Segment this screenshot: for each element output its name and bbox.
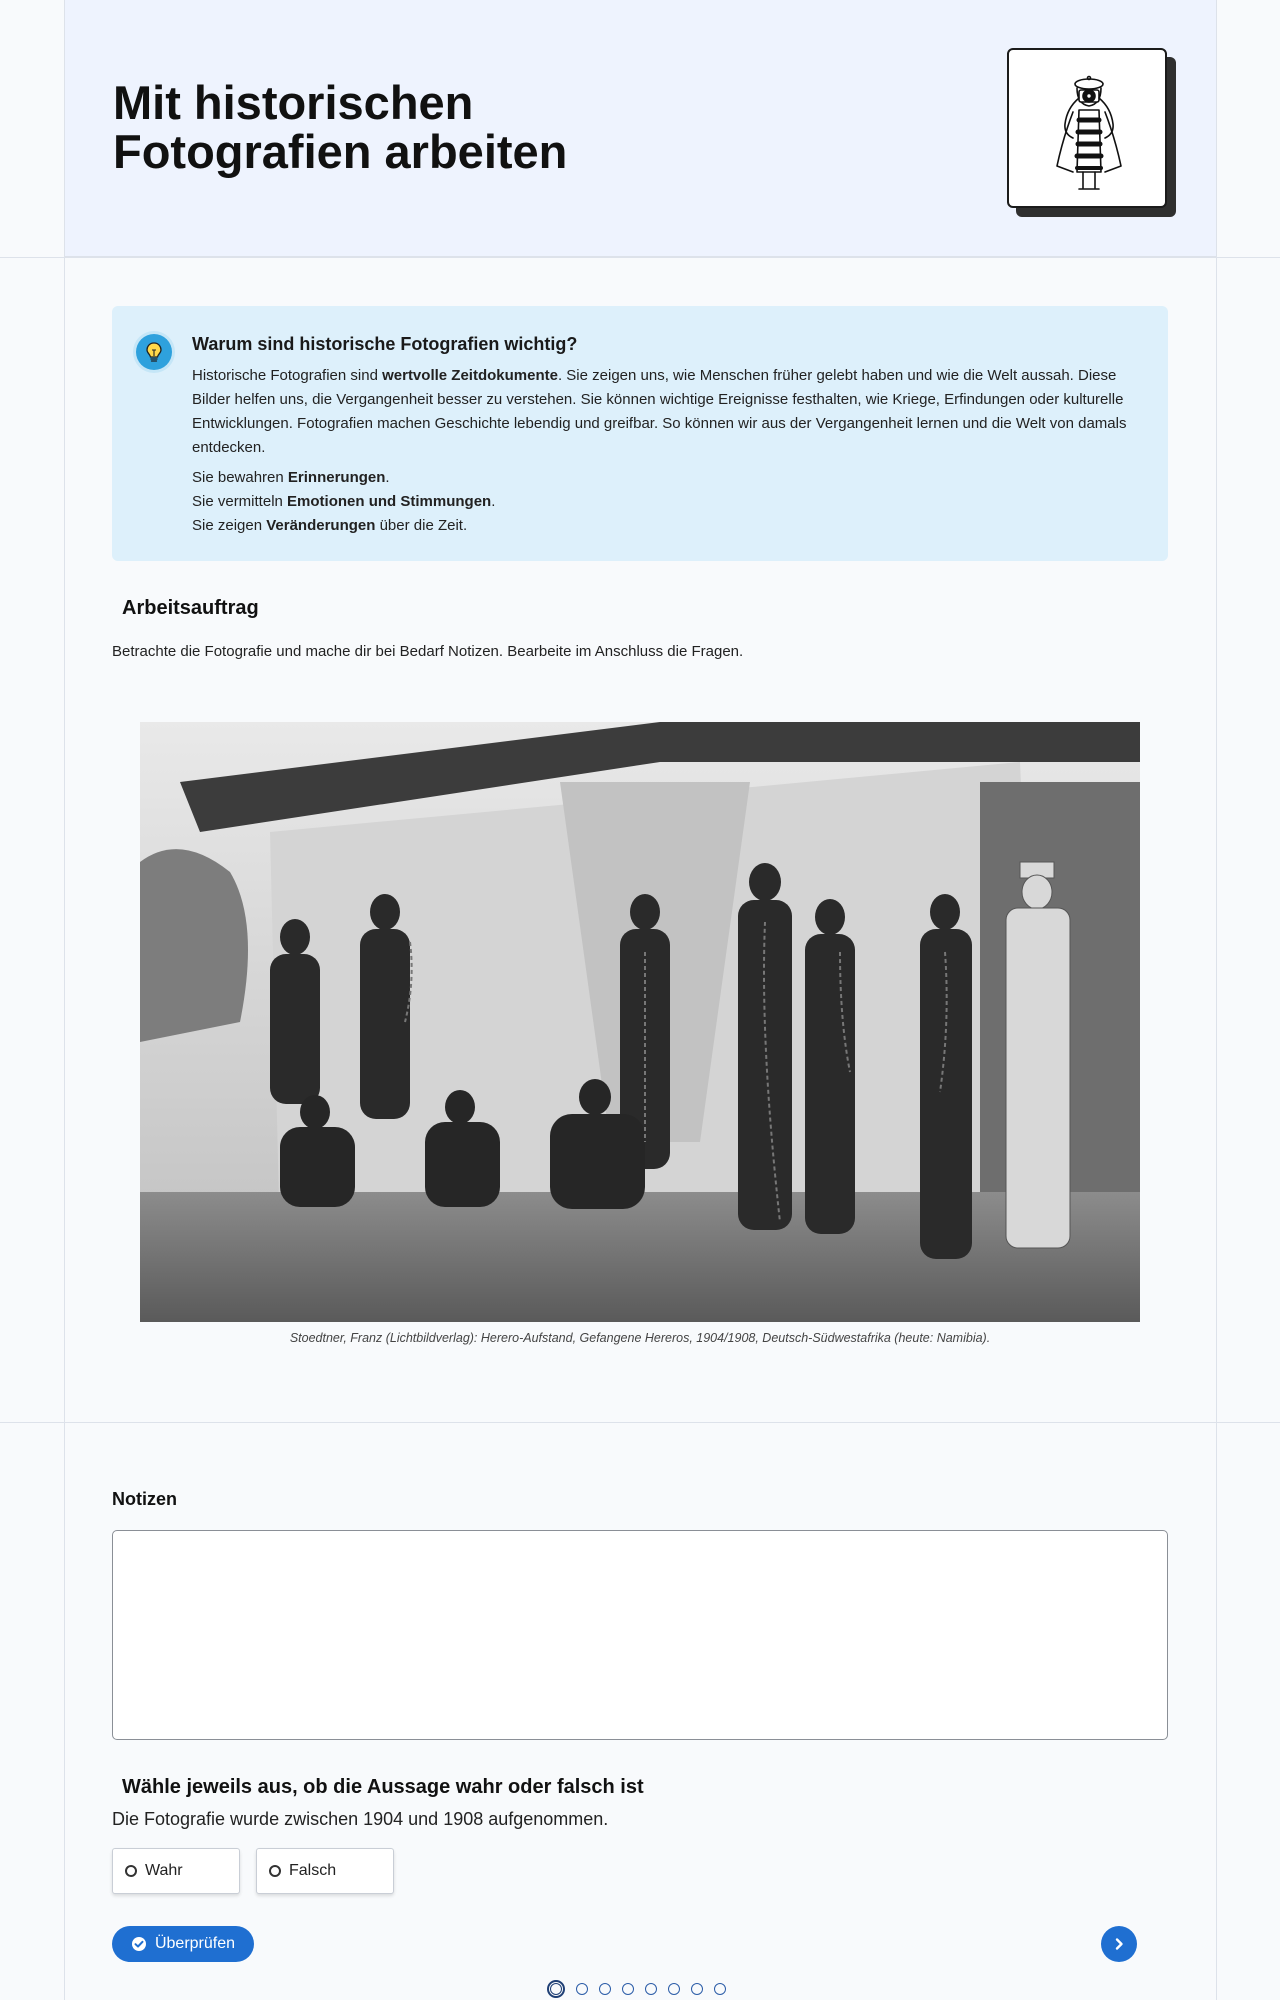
chevron-right-icon (1111, 1936, 1127, 1952)
page-dot-4[interactable] (622, 1983, 634, 1995)
page-header (65, 0, 1216, 257)
photo-caption: Stoedtner, Franz (Lichtbildverlag): Herero-Aufstand, Gefangene Hereros, 1904/1908, Deutsch-Südwestafrika (heute: Namibia). (289, 1331, 991, 1345)
radio-icon (125, 1865, 137, 1877)
check-button-label: Überprüfen (154, 1935, 236, 1952)
grid-line-right (1216, 0, 1217, 2000)
info-paragraph: Historische Fotografien sind wertvolle Zeitdokumente. Sie zeigen uns, wie Menschen früher gelebt haben und wie die Welt aussah. Diese Bilder helfen uns, die Vergangenheit besser zu verstehen. Sie können wichtige Ereignisse festhalten, wie Kriege, Erfindungen oder kulturelle Entwicklungen. Fotografien machen Geschichte lebendig und greifbar. So können wir aus der Vergangenheit lernen und die Welt von damals entdecken. (192, 367, 1127, 456)
check-button[interactable] (112, 1926, 254, 1962)
info-box (112, 306, 1168, 561)
option-true[interactable] (112, 1848, 240, 1894)
question-statement: Die Fotografie wurde zwischen 1904 und 1908 aufgenommen. (112, 1809, 609, 1829)
grid-line-section (0, 1422, 1280, 1423)
pagination (547, 1980, 726, 1998)
option-true-label: Wahr (145, 1862, 183, 1879)
info-point-changes: Sie zeigen Veränderungen über die Zeit. (192, 517, 468, 534)
page-dot-7[interactable] (691, 1983, 703, 1995)
info-point-memories: Sie bewahren Erinnerungen. (192, 469, 390, 486)
grid-line-header (0, 257, 1280, 258)
page-dot-2[interactable] (576, 1983, 588, 1995)
task-text: Betrachte die Fotografie und mache dir bei Bedarf Notizen. Bearbeite im Anschluss die Fragen. (112, 643, 744, 660)
lightbulb-icon (136, 334, 172, 370)
photographer-illustration-icon (1007, 48, 1167, 208)
info-body (192, 364, 1142, 538)
page-title (113, 78, 673, 176)
page-dot-8[interactable] (714, 1983, 726, 1995)
historical-photo (140, 722, 1140, 1322)
next-button[interactable] (1101, 1926, 1137, 1962)
info-point-emotions: Sie vermitteln Emotionen und Stimmungen. (192, 493, 496, 510)
option-false[interactable] (256, 1848, 394, 1894)
info-title: Warum sind historische Fotografien wichtig? (192, 334, 578, 354)
notes-textarea[interactable] (112, 1530, 1168, 1740)
title-line-1: Mit historischen (113, 76, 474, 129)
check-circle-icon (131, 1936, 147, 1952)
option-false-label: Falsch (289, 1862, 337, 1879)
grid-line-left (64, 0, 65, 2000)
page-dot-6[interactable] (668, 1983, 680, 1995)
radio-icon (269, 1865, 281, 1877)
page-dot-3[interactable] (599, 1983, 611, 1995)
notes-label: Notizen (112, 1489, 177, 1509)
title-line-2: Fotografien arbeiten (113, 125, 568, 178)
page-dot-5[interactable] (645, 1983, 657, 1995)
task-title: Arbeitsauftrag (122, 597, 259, 619)
question-title: Wähle jeweils aus, ob die Aussage wahr oder falsch ist (122, 1776, 644, 1798)
page-dot-1[interactable] (547, 1980, 565, 1998)
